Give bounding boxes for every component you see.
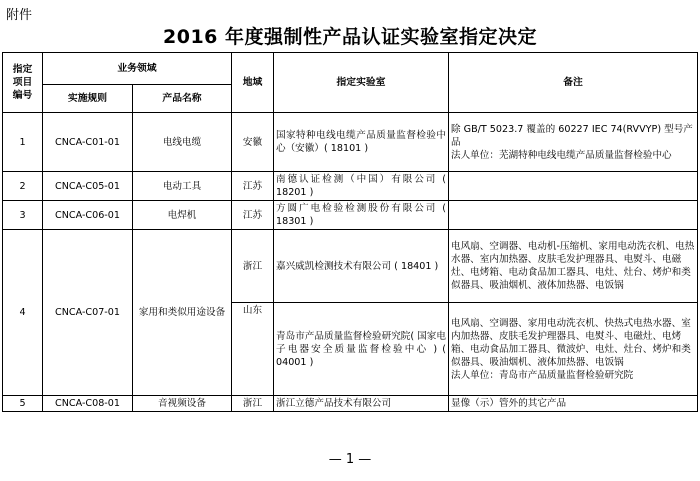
- table-body: [3, 113, 698, 412]
- table-header: [3, 53, 698, 113]
- cell-index: 2: [3, 172, 43, 201]
- cell-lab: 南德认证检测（中国）有限公司 ( 18201 ): [274, 172, 449, 201]
- header-remarks: 备注: [449, 53, 698, 113]
- cell-region: 江苏: [232, 201, 274, 230]
- cell-remarks: [449, 172, 698, 201]
- cell-product: 电焊机: [133, 201, 232, 230]
- cell-lab: 方圆广电检验检测股份有限公司 ( 18301 ): [274, 201, 449, 230]
- header-index: 指定 项目 编号: [3, 53, 43, 113]
- cell-index: 4: [3, 230, 43, 396]
- cell-region: 安徽: [232, 113, 274, 172]
- cell-rule: CNCA-C06-01: [43, 201, 133, 230]
- cell-rule: CNCA-C08-01: [43, 396, 133, 412]
- table-row: [3, 113, 698, 172]
- attachment-label: 附件: [6, 8, 33, 23]
- cell-region: 江苏: [232, 172, 274, 201]
- remark-text: 显像（示）管外的其它产品: [451, 398, 567, 409]
- header-business-field: 业务领域: [43, 53, 232, 85]
- cell-product: 电线电缆: [133, 113, 232, 172]
- page-title: 2016 年度强制性产品认证实验室指定决定: [163, 26, 537, 48]
- cell-lab: 青岛市产品质量监督检验研究院( 国家电子电器安全质量监督检验中心 ) ( 04001 ): [274, 303, 449, 396]
- cell-remarks: [449, 201, 698, 230]
- cell-product: 家用和类似用途设备: [133, 230, 232, 396]
- cell-region: 浙江: [232, 230, 274, 303]
- lab-designation-table: [2, 52, 698, 412]
- header-lab: 指定实验室: [274, 53, 449, 113]
- remark-text: 电风扇、空调器、家用电动洗衣机、快热式电热水器、室内加热器、皮肤毛发护理器具、电熨斗、电磁灶、电烤箱、电动食品加工器具、微波炉、电灶、灶台、烤炉和类似器具、吸油烟机、液体加热器、电饭锅: [451, 317, 691, 368]
- cell-product: 电动工具: [133, 172, 232, 201]
- cell-lab: 国家特种电线电缆产品质量监督检验中心（安徽）( 18101 ): [274, 113, 449, 172]
- cell-remarks: [449, 303, 698, 396]
- remark-text: 除 GB/T 5023.7 覆盖的 60227 IEC 74(RVVYP) 型号产品: [451, 123, 693, 148]
- cell-region: 山东: [232, 303, 274, 396]
- table-row: [3, 396, 698, 412]
- cell-rule: CNCA-C01-01: [43, 113, 133, 172]
- cell-index: 1: [3, 113, 43, 172]
- header-rules: 实施规则: [43, 85, 133, 113]
- header-product: 产品名称: [133, 85, 232, 113]
- remark-text: 法人单位：芜湖特种电线电缆产品质量监督检验中心: [451, 149, 672, 161]
- cell-index: 5: [3, 396, 43, 412]
- table-row: [3, 172, 698, 201]
- cell-remarks: [449, 230, 698, 303]
- cell-rule: CNCA-C07-01: [43, 230, 133, 396]
- cell-rule: CNCA-C05-01: [43, 172, 133, 201]
- remark-text: 电风扇、空调器、电动机-压缩机、家用电动洗衣机、电热水器、室内加热器、皮肤毛发护理器具、电熨斗、电磁灶、电烤箱、电动食品加工器具、电灶、灶台、烤炉和类似器具、吸油烟机、液体加热器、电饭锅: [451, 241, 695, 291]
- table-row: [3, 201, 698, 230]
- cell-index: 3: [3, 201, 43, 230]
- remark-text: 法人单位：青岛市产品质量监督检验研究院: [451, 369, 634, 381]
- cell-lab: 嘉兴威凯检测技术有限公司 ( 18401 ): [274, 230, 449, 303]
- cell-remarks: [449, 113, 698, 172]
- page-number: — 1 —: [328, 452, 372, 467]
- header-region: 地域: [232, 53, 274, 113]
- cell-product: 音视频设备: [133, 396, 232, 412]
- cell-lab: 浙江立德产品技术有限公司: [274, 396, 449, 412]
- table-row: [3, 230, 698, 303]
- cell-remarks: [449, 396, 698, 412]
- cell-region: 浙江: [232, 396, 274, 412]
